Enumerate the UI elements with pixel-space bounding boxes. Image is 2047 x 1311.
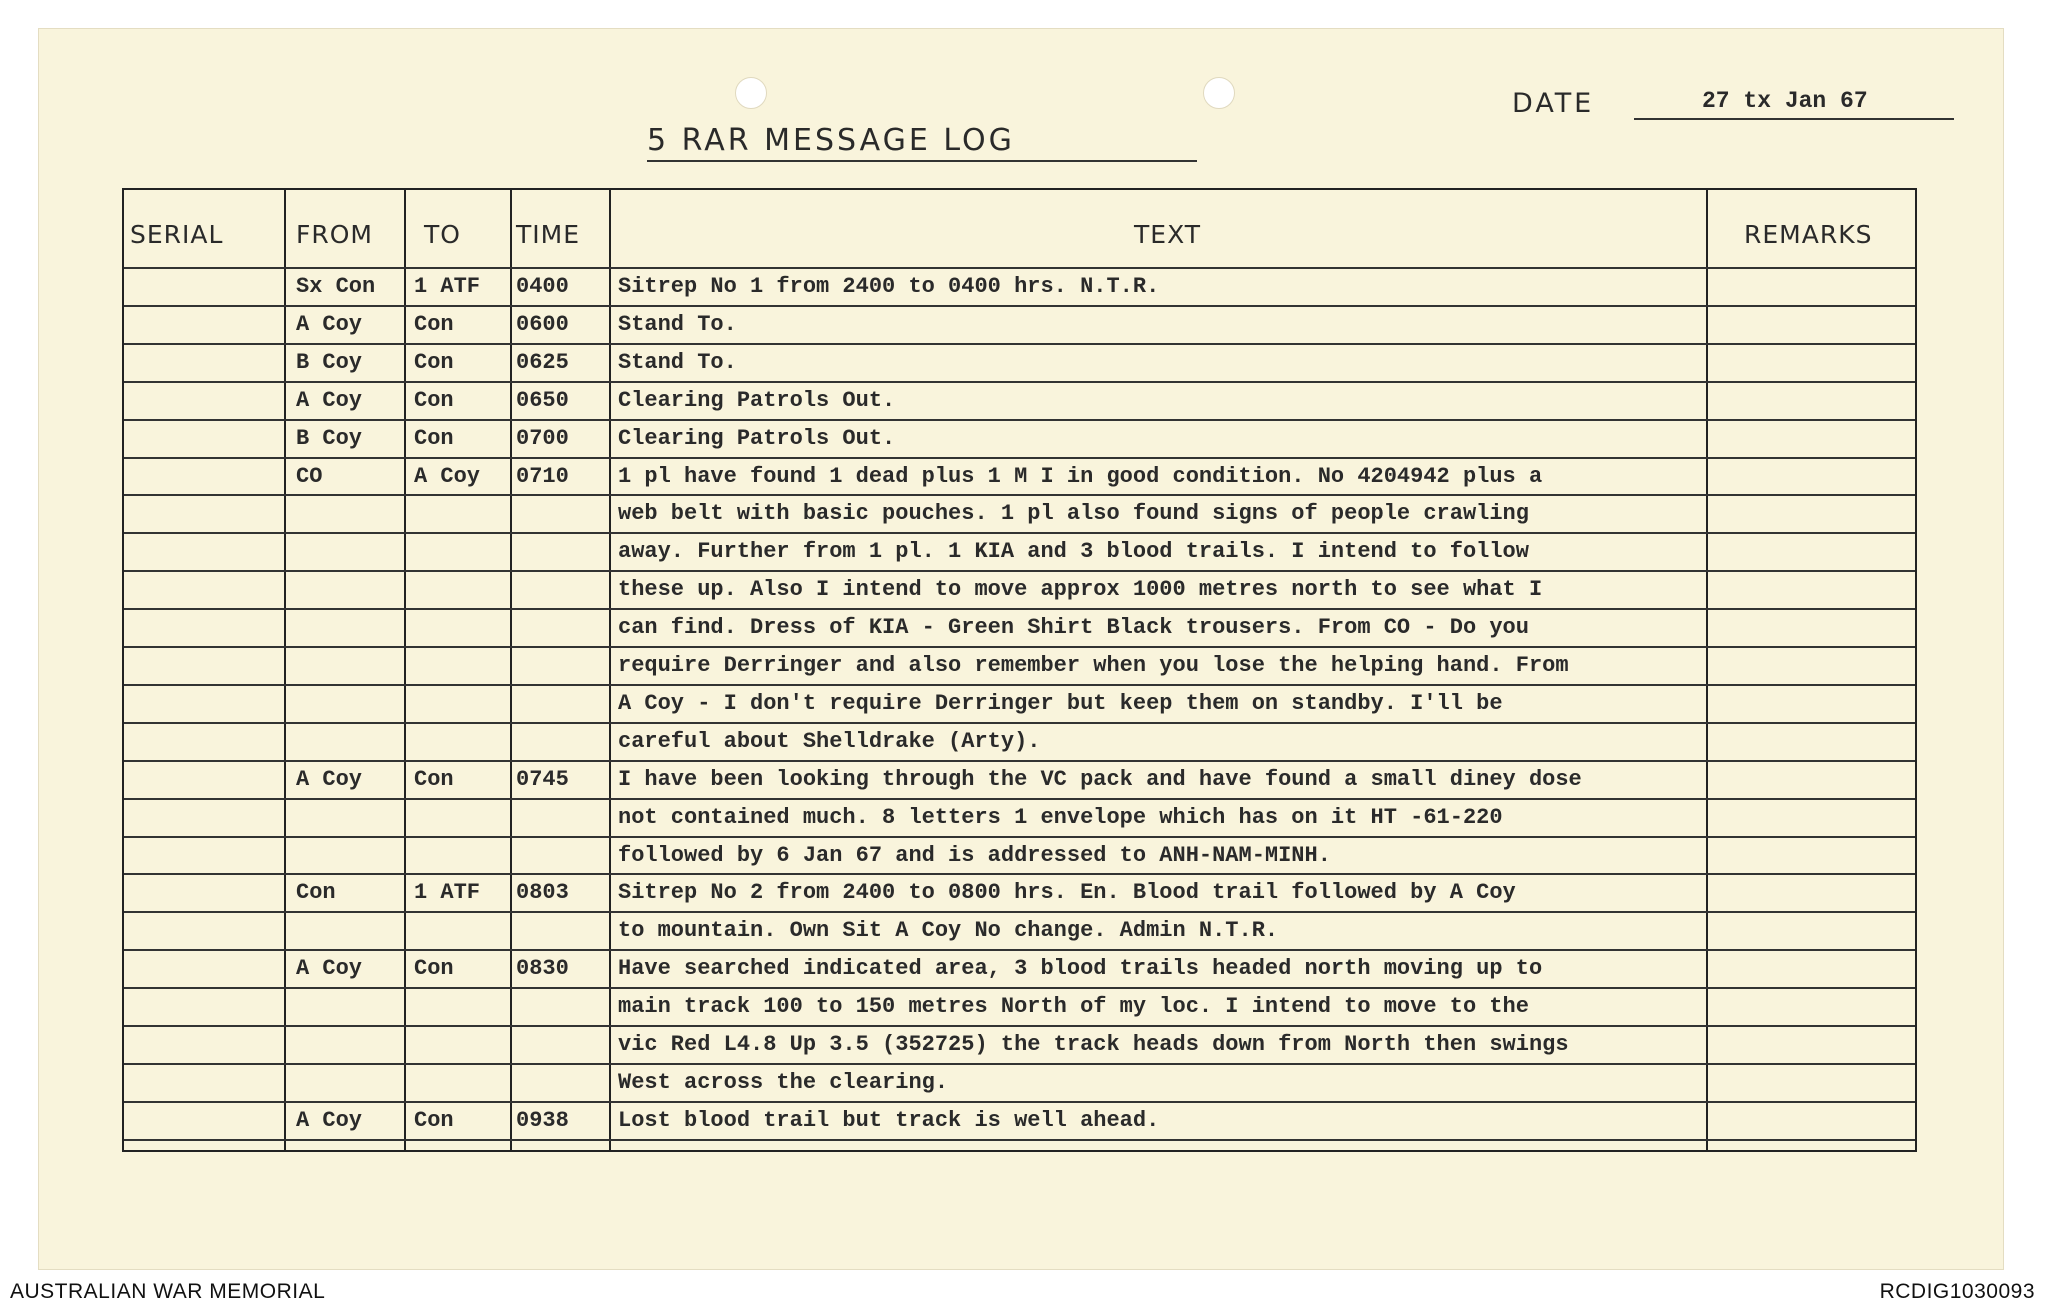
- cell-from: Sx Con: [296, 274, 376, 299]
- cell-from: CO: [296, 463, 323, 489]
- date-value: 27 tx Jan 67: [1634, 88, 1954, 120]
- cell-time: 0625: [516, 349, 569, 375]
- ruled-line: [124, 305, 1915, 307]
- cell-time: 0803: [516, 880, 569, 906]
- message-log-table: [122, 188, 1917, 1152]
- header-time: TIME: [516, 220, 581, 249]
- cell-text-line: careful about Shelldrake (Arty).: [618, 728, 1041, 754]
- cell-time: 0600: [516, 311, 569, 337]
- column-divider: [609, 190, 611, 1150]
- header-text: TEXT: [1134, 220, 1202, 249]
- cell-to: 1 ATF: [414, 274, 481, 299]
- column-divider: [404, 190, 406, 1150]
- ruled-line: [124, 646, 1915, 648]
- column-divider: [284, 190, 286, 1150]
- cell-text-line: 1 pl have found 1 dead plus 1 M I in good condition. No 4204942 plus a: [618, 463, 1543, 489]
- column-divider: [510, 190, 512, 1150]
- cell-text-line: Sitrep No 1 from 2400 to 0400 hrs. N.T.R.: [618, 274, 1160, 299]
- cell-to: Con: [414, 1107, 454, 1133]
- cell-text-line: A Coy - I don't require Derringer but keep them on standby. I'll be: [618, 690, 1503, 716]
- cell-time: 0710: [516, 463, 569, 489]
- cell-to: A Coy: [414, 463, 481, 489]
- footer-credit: AUSTRALIAN WAR MEMORIAL: [10, 1280, 326, 1303]
- ruled-line: [124, 987, 1915, 989]
- ruled-line: [124, 267, 1915, 269]
- cell-text-line: I have been looking through the VC pack and have found a small diney dose: [618, 766, 1582, 792]
- cell-from: A Coy: [296, 387, 363, 413]
- cell-to: Con: [414, 425, 454, 451]
- punch-hole: [1203, 77, 1235, 109]
- ruled-line: [124, 911, 1915, 913]
- cell-text-line: West across the clearing.: [618, 1069, 949, 1095]
- ruled-line: [124, 343, 1915, 345]
- cell-from: B Coy: [296, 425, 363, 451]
- cell-text-line: not contained much. 8 letters 1 envelope which has on it HT -61-220: [618, 804, 1503, 830]
- cell-time: 0830: [516, 956, 569, 982]
- cell-text-line: web belt with basic pouches. 1 pl also found signs of people crawling: [618, 501, 1529, 527]
- ruled-line: [124, 949, 1915, 951]
- cell-text-line: followed by 6 Jan 67 and is addressed to ANH-NAM-MINH.: [618, 842, 1331, 868]
- cell-text-line: Stand To.: [618, 311, 737, 337]
- cell-text-line: these up. Also I intend to move approx 1000 metres north to see what I: [618, 577, 1543, 603]
- ruled-line: [124, 457, 1915, 459]
- header-serial: SERIAL: [130, 220, 224, 249]
- document-title: 5 RAR MESSAGE LOG: [647, 123, 1197, 162]
- cell-text-line: Sitrep No 2 from 2400 to 0800 hrs. En. Blood trail followed by A Coy: [618, 880, 1516, 906]
- cell-to: 1 ATF: [414, 880, 481, 906]
- ruled-line: [124, 1101, 1915, 1103]
- ruled-line: [124, 532, 1915, 534]
- ruled-line: [124, 760, 1915, 762]
- footer-id: RCDIG1030093: [1879, 1280, 2035, 1303]
- cell-text-line: Lost blood trail but track is well ahead.: [618, 1107, 1160, 1133]
- cell-text-line: away. Further from 1 pl. 1 KIA and 3 blood trails. I intend to follow: [618, 539, 1529, 565]
- header-to: TO: [424, 220, 461, 249]
- ruled-line: [124, 570, 1915, 572]
- ruled-line: [124, 1139, 1915, 1141]
- cell-from: Con: [296, 880, 336, 906]
- ruled-line: [124, 722, 1915, 724]
- cell-to: Con: [414, 311, 454, 337]
- ruled-line: [124, 684, 1915, 686]
- cell-text-line: Have searched indicated area, 3 blood trails headed north moving up to: [618, 956, 1543, 982]
- cell-to: Con: [414, 387, 454, 413]
- punch-hole: [735, 77, 767, 109]
- ruled-line: [124, 1063, 1915, 1065]
- cell-text-line: main track 100 to 150 metres North of my loc. I intend to move to the: [618, 994, 1529, 1020]
- cell-text-line: to mountain. Own Sit A Coy No change. Admin N.T.R.: [618, 918, 1279, 944]
- header-from: FROM: [296, 220, 373, 249]
- ruled-line: [124, 873, 1915, 875]
- cell-time: 0650: [516, 387, 569, 413]
- cell-text-line: vic Red L4.8 Up 3.5 (352725) the track heads down from North then swings: [618, 1032, 1569, 1057]
- cell-time: 0938: [516, 1107, 569, 1133]
- cell-text-line: can find. Dress of KIA - Green Shirt Black trousers. From CO - Do you: [618, 615, 1529, 641]
- cell-text-line: Clearing Patrols Out.: [618, 387, 896, 413]
- cell-to: Con: [414, 766, 454, 792]
- cell-to: Con: [414, 956, 454, 982]
- ruled-line: [124, 381, 1915, 383]
- ruled-line: [124, 608, 1915, 610]
- cell-from: B Coy: [296, 349, 363, 375]
- cell-time: 0745: [516, 766, 569, 792]
- column-divider: [1706, 190, 1708, 1150]
- cell-time: 0700: [516, 425, 569, 451]
- ruled-line: [124, 494, 1915, 496]
- cell-from: A Coy: [296, 956, 363, 982]
- header-remarks: REMARKS: [1744, 220, 1873, 249]
- date-label: DATE: [1512, 88, 1595, 119]
- cell-from: A Coy: [296, 1107, 363, 1133]
- ruled-line: [124, 419, 1915, 421]
- ruled-line: [124, 1025, 1915, 1027]
- cell-from: A Coy: [296, 766, 363, 792]
- cell-time: 0400: [516, 274, 569, 299]
- cell-text-line: Clearing Patrols Out.: [618, 425, 896, 451]
- ruled-line: [124, 798, 1915, 800]
- cell-to: Con: [414, 349, 454, 375]
- ruled-line: [124, 836, 1915, 838]
- cell-text-line: Stand To.: [618, 349, 737, 375]
- cell-from: A Coy: [296, 311, 363, 337]
- cell-text-line: require Derringer and also remember when you lose the helping hand. From: [618, 653, 1569, 678]
